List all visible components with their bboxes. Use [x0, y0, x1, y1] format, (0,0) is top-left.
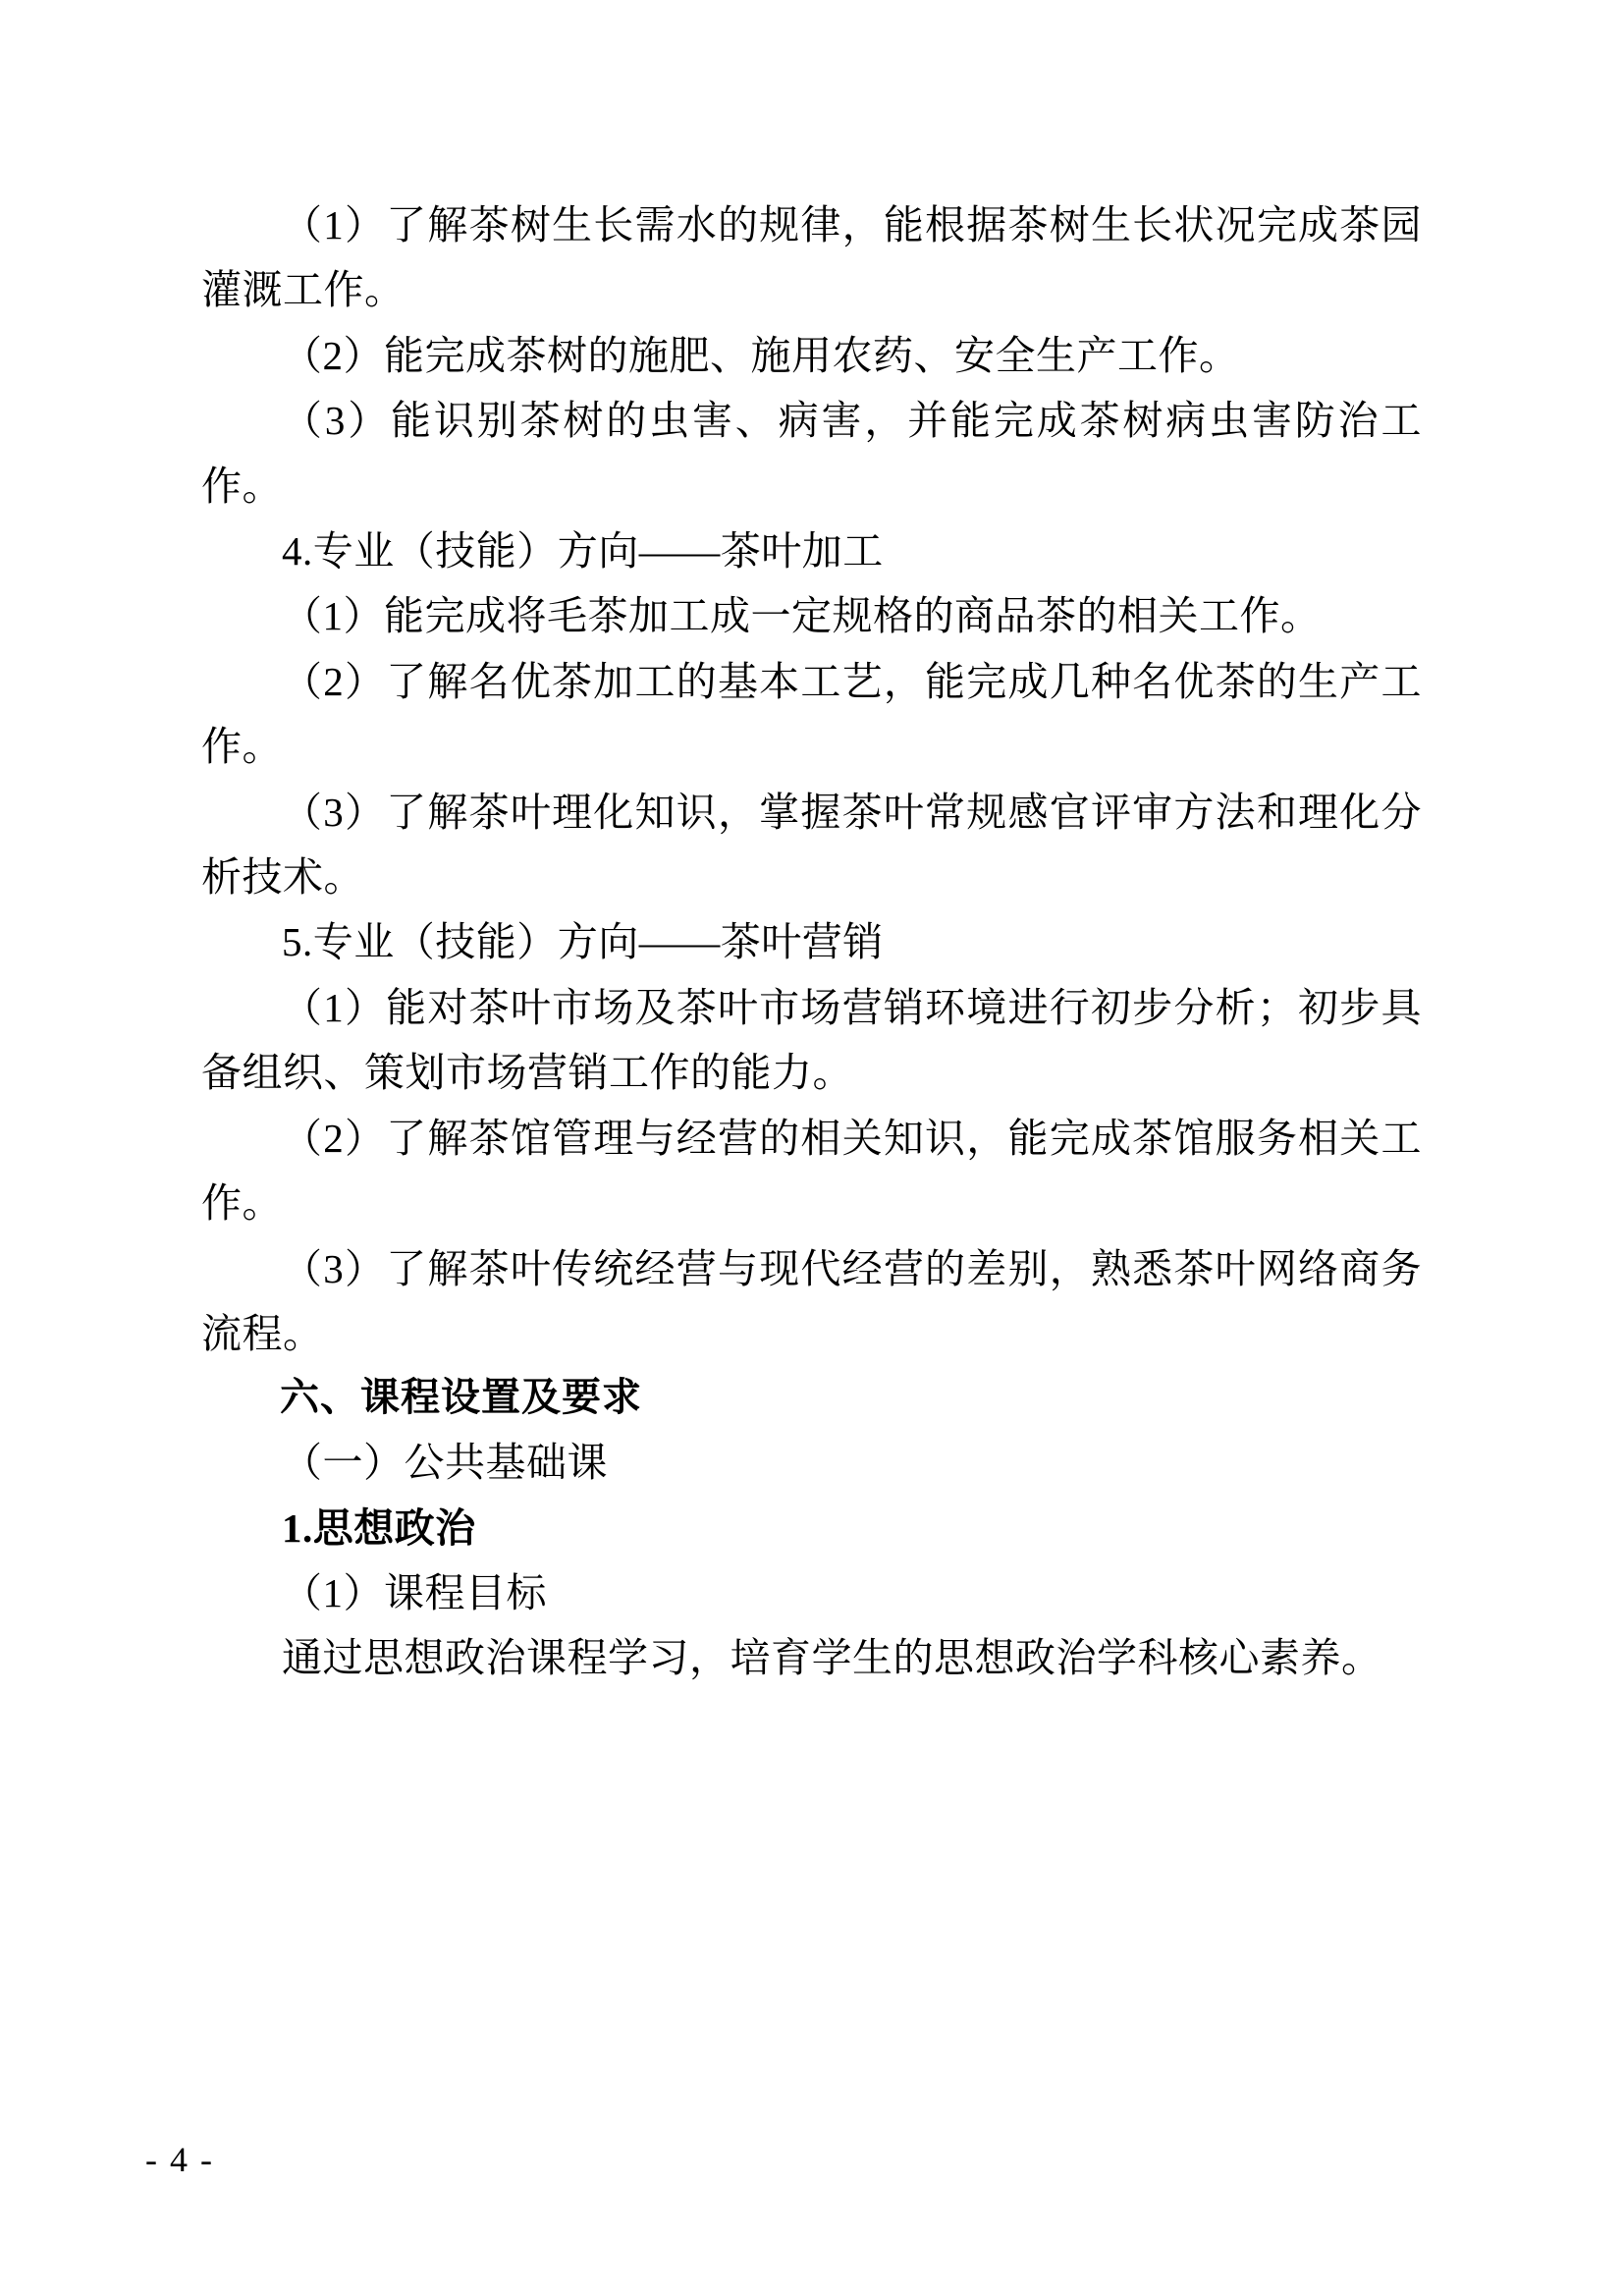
- paragraph-section-4-item-1: （1）能完成将毛茶加工成一定规格的商品茶的相关工作。: [282, 593, 1322, 639]
- paragraph-subsection-one: （一）公共基础课: [282, 1440, 608, 1486]
- paragraph-section-5-item-1: （1）能对茶叶市场及茶叶市场营销环境进行初步分析；初步具备组织、策划市场营销工作的能力。: [201, 984, 1422, 1096]
- paragraph-objective-1-3: （3）能识别茶树的虫害、病害，并能完成茶树病虫害防治工作。: [201, 398, 1422, 509]
- paragraph-section-4-item-2: （2）了解名优茶加工的基本工艺，能完成几种名优茶的生产工作。: [201, 658, 1422, 770]
- paragraph-section-4-item-3: （3）了解茶叶理化知识，掌握茶叶常规感官评审方法和理化分析技术。: [201, 789, 1422, 901]
- subheading-course-politics: 1.思想政治: [282, 1504, 476, 1551]
- page-number: - 4 -: [145, 2140, 214, 2179]
- heading-section-six: 六、课程设置及要求: [280, 1375, 642, 1421]
- paragraph-section-5-item-3: （3）了解茶叶传统经营与现代经营的差别，熟悉茶叶网络商务流程。: [201, 1245, 1422, 1356]
- paragraph-course-goal-label: （1）课程目标: [282, 1569, 547, 1615]
- paragraph-objective-1-1: （1）了解茶树生长需水的规律，能根据茶树生长状况完成茶园灌溉工作。: [201, 202, 1422, 313]
- document-body: [201, 192, 1422, 1691]
- paragraph-objective-1-2: （2）能完成茶树的施肥、施用农药、安全生产工作。: [282, 332, 1240, 378]
- paragraph-section-4-title: 4.专业（技能）方向——茶叶加工: [282, 528, 884, 574]
- paragraph-section-5-title: 5.专业（技能）方向——茶叶营销: [282, 919, 884, 965]
- paragraph-section-5-item-2: （2）了解茶馆管理与经营的相关知识，能完成茶馆服务相关工作。: [201, 1115, 1422, 1227]
- paragraph-course-goal-text: 通过思想政治课程学习，培育学生的思想政治学科核心素养。: [282, 1635, 1382, 1681]
